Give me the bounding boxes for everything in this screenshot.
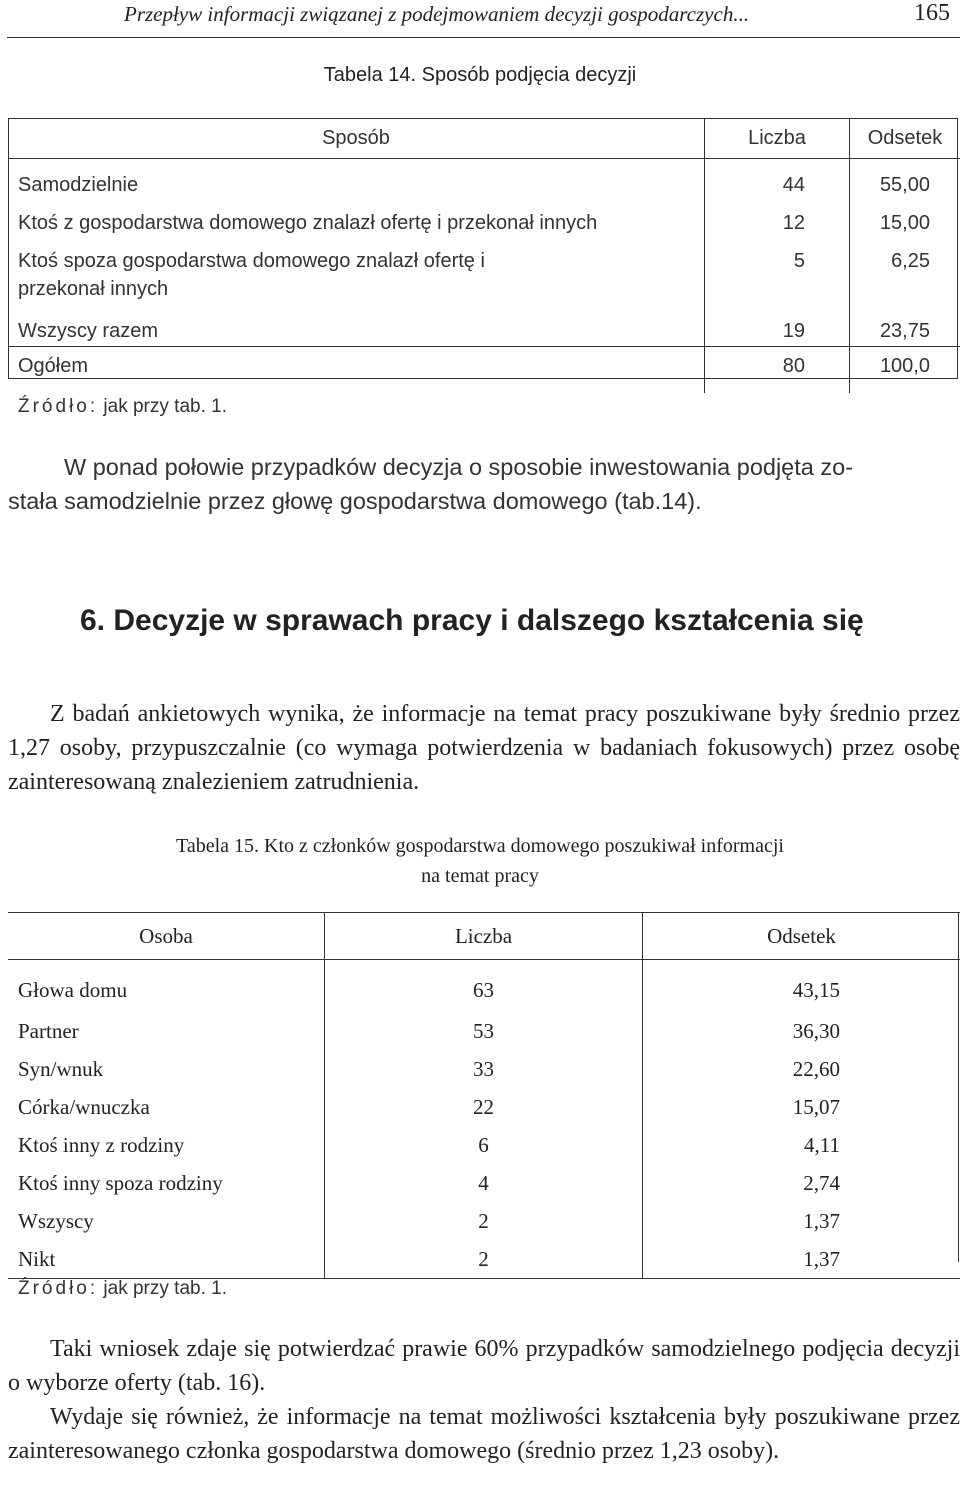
table14-header-method: Sposób [8, 118, 705, 159]
table-row [8, 960, 960, 1013]
source-label: Źródło: [18, 1278, 99, 1299]
paragraph-2 [8, 697, 960, 799]
source-label: Źródło: [18, 396, 99, 417]
table15-header-person: Osoba [8, 913, 325, 960]
table14-total-percent: 100,0 [850, 347, 960, 393]
table-row [8, 1050, 960, 1088]
table-row [8, 311, 960, 347]
source-text: jak przy tab. 1. [98, 396, 227, 417]
table-row [8, 1240, 960, 1279]
table15-cell-percent: 15,07 [643, 1088, 960, 1126]
paragraph-4-text: Wydaje się również, że informacje na temat możliwości kształcenia były poszukiwane przez zainteresowanego członka gospodarstwa domowego (średnio przez 1,23 osoby). [8, 1404, 960, 1464]
table14-header-percent: Odsetek [850, 118, 960, 159]
table15-cell-person: Partner [18, 1018, 79, 1043]
table15-cell-count: 2 [325, 1240, 643, 1279]
running-header: Przepływ informacji związanej z podejmowaniem decyzji gospodarczych... [124, 2, 750, 26]
section-heading: 6. Decyzje w sprawach pracy i dalszego kształcenia się [80, 604, 864, 637]
table15-cell-count: 33 [325, 1050, 643, 1088]
table14-total-label: Ogółem [8, 347, 705, 393]
table14-cell-count: 19 [705, 311, 850, 347]
table15-source [18, 1278, 227, 1300]
table-row [8, 203, 960, 241]
page-number: 165 [914, 0, 950, 26]
table15-cell-count: 22 [325, 1088, 643, 1126]
table14-total-row [8, 347, 960, 393]
table14-cell-percent: 23,75 [850, 311, 960, 347]
table15-cell-person: Wszyscy [18, 1208, 94, 1233]
table15-cell-percent: 2,74 [643, 1164, 960, 1202]
table15-cell-person: Nikt [8, 1240, 325, 1279]
table15-cell-percent: 4,11 [643, 1126, 960, 1164]
table15-cell-percent: 22,60 [643, 1050, 960, 1088]
table15-cell-person: Syn/wnuk [18, 1056, 104, 1081]
table14-cell-percent: 15,00 [850, 203, 960, 241]
table15-cell-percent: 43,15 [643, 960, 960, 1013]
table-row [8, 1126, 960, 1164]
table15-cell-person: Ktoś inny z rodziny [18, 1132, 185, 1157]
paragraph-1 [8, 450, 960, 518]
table14-cell-method: Ktoś z gospodarstwa domowego znalazł ofertę i przekonał innych [18, 211, 598, 234]
table15-caption-line-2: na temat pracy [421, 865, 539, 887]
source-text: jak przy tab. 1. [98, 1278, 227, 1299]
table14 [8, 118, 960, 393]
paragraph-1-line-2: stała samodzielnie przez głowę gospodarstwa domowego (tab.14). [8, 488, 702, 514]
table14-cell-percent: 55,00 [850, 159, 960, 203]
paragraph-2-text: Z badań ankietowych wynika, że informacje na temat pracy poszukiwane były średnio przez 1,27 osoby, przypuszczalnie (co wymaga potwierdzenia w badaniach fokusowych) przez osobę zainteresowaną znalezieniem zatrudnienia. [8, 701, 960, 795]
table-row [8, 1088, 960, 1126]
table-row [8, 241, 960, 311]
paragraph-1-line-1: W ponad połowie przypadków decyzja o sposobie inwestowania podjęta zo- [64, 454, 854, 480]
header-rule [7, 37, 960, 38]
table15-header-count: Liczba [325, 913, 643, 960]
table15-caption [0, 831, 960, 891]
paragraph-3-text: Taki wniosek zdaje się potwierdzać prawie 60% przypadków samodzielnego podjęcia decyzji o wyborze oferty (tab. 16). [8, 1336, 960, 1396]
table15-cell-count: 53 [325, 1012, 643, 1050]
paragraph-4 [8, 1400, 960, 1468]
table14-source [18, 396, 227, 418]
table15-cell-percent: 1,37 [643, 1202, 960, 1240]
table15-cell-percent: 1,37 [643, 1240, 960, 1279]
table15-header-percent: Odsetek [643, 913, 960, 960]
table14-cell-method: Wszyscy razem [18, 319, 158, 342]
table14-cell-count: 44 [705, 159, 850, 203]
table15-cell-count: 6 [325, 1126, 643, 1164]
table14-cell-method: Ktoś spoza gospodarstwa domowego znalazł ofertę i przekonał innych [18, 249, 485, 300]
table15-cell-percent: 36,30 [643, 1012, 960, 1050]
closing-paragraphs [8, 1332, 960, 1468]
table14-header-count: Liczba [705, 118, 850, 159]
table14-cell-count: 12 [705, 203, 850, 241]
table-row [8, 1012, 960, 1050]
table-row [8, 1164, 960, 1202]
table-row [8, 1202, 960, 1240]
paragraph-3 [8, 1332, 960, 1400]
table15-cell-count: 4 [325, 1164, 643, 1202]
table14-total-count: 80 [705, 347, 850, 393]
table15-cell-count: 63 [325, 960, 643, 1013]
table15 [8, 912, 960, 1279]
table15-cell-person: Córka/wnuczka [18, 1094, 150, 1119]
table-row [8, 159, 960, 203]
table14-cell-count: 5 [705, 241, 850, 311]
table15-cell-count: 2 [325, 1202, 643, 1240]
table14-cell-percent: 6,25 [850, 241, 960, 311]
table14-caption: Tabela 14. Sposób podjęcia decyzji [323, 64, 637, 86]
table15-cell-person: Ktoś inny spoza rodziny [18, 1170, 223, 1195]
table15-cell-person: Głowa domu [18, 977, 128, 1002]
table15-caption-line-1: Tabela 15. Kto z członków gospodarstwa domowego poszukiwał informacji [176, 835, 784, 857]
table14-cell-method: Samodzielnie [18, 174, 139, 196]
